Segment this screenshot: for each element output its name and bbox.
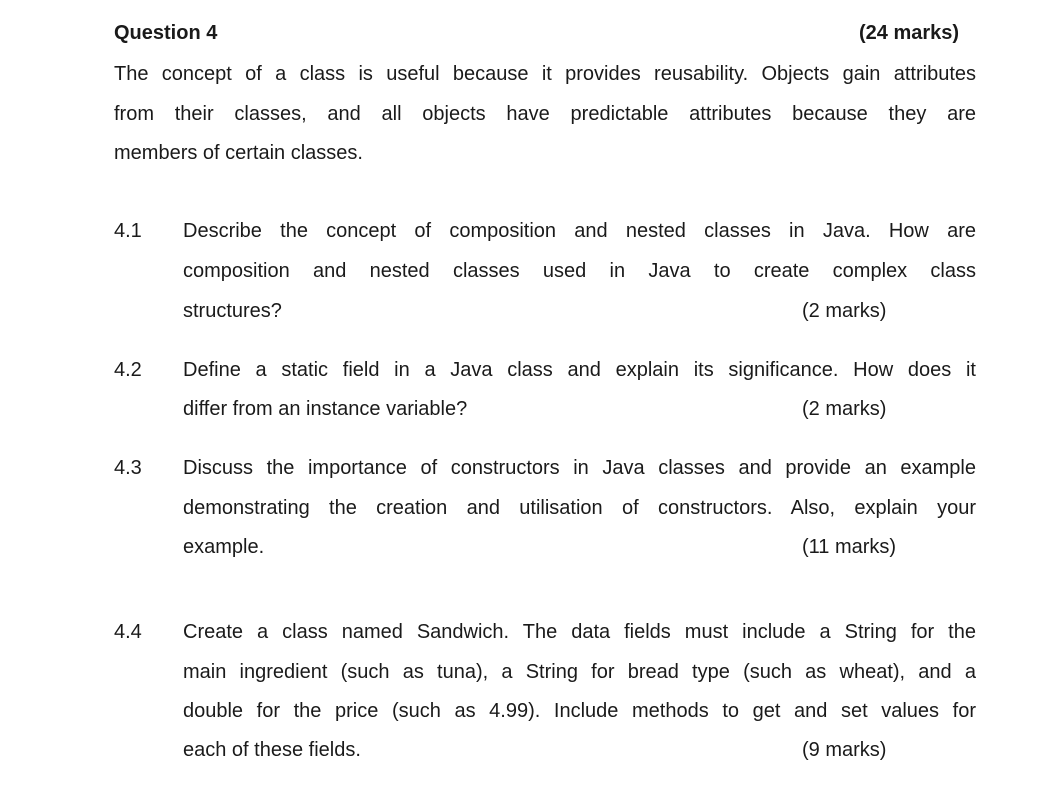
question-text-line: demonstrating the creation and utilisation of constructors. Also, explain your — [183, 497, 976, 519]
question-text-line: double for the price (such as 4.99). Include methods to get and set values for — [183, 700, 976, 722]
question-text-line: each of these fields. — [183, 739, 361, 761]
question-number: 4.3 — [114, 457, 142, 479]
question-text-line: Define a static field in a Java class and explain its significance. How does it — [183, 359, 976, 381]
question-number: 4.4 — [114, 621, 142, 643]
question-marks: (2 marks) — [802, 398, 887, 420]
question-text-line: Create a class named Sandwich. The data fields must include a String for the — [183, 621, 976, 643]
question-text-line: main ingredient (such as tuna), a String for bread type (such as wheat), and a — [183, 661, 976, 683]
question-marks: (2 marks) — [802, 300, 887, 322]
question-number: 4.2 — [114, 359, 142, 381]
question-title: Question 4 — [114, 22, 218, 44]
question-text-line: differ from an instance variable? — [183, 398, 468, 420]
question-text-line: composition and nested classes used in Java to create complex class — [183, 260, 976, 282]
intro-line: from their classes, and all objects have predictable attributes because they are — [114, 103, 976, 125]
question-text-line: Discuss the importance of constructors in Java classes and provide an example — [183, 457, 976, 479]
question-number: 4.1 — [114, 220, 142, 242]
question-text-line: Describe the concept of composition and nested classes in Java. How are — [183, 220, 976, 242]
intro-line: members of certain classes. — [114, 142, 363, 164]
question-marks: (11 marks) — [802, 536, 897, 558]
intro-line: The concept of a class is useful because it provides reusability. Objects gain attributes — [114, 63, 976, 85]
question-text-line: structures? — [183, 300, 282, 322]
total-marks: (24 marks) — [859, 22, 960, 44]
question-text-line: example. — [183, 536, 265, 558]
question-marks: (9 marks) — [802, 739, 887, 761]
